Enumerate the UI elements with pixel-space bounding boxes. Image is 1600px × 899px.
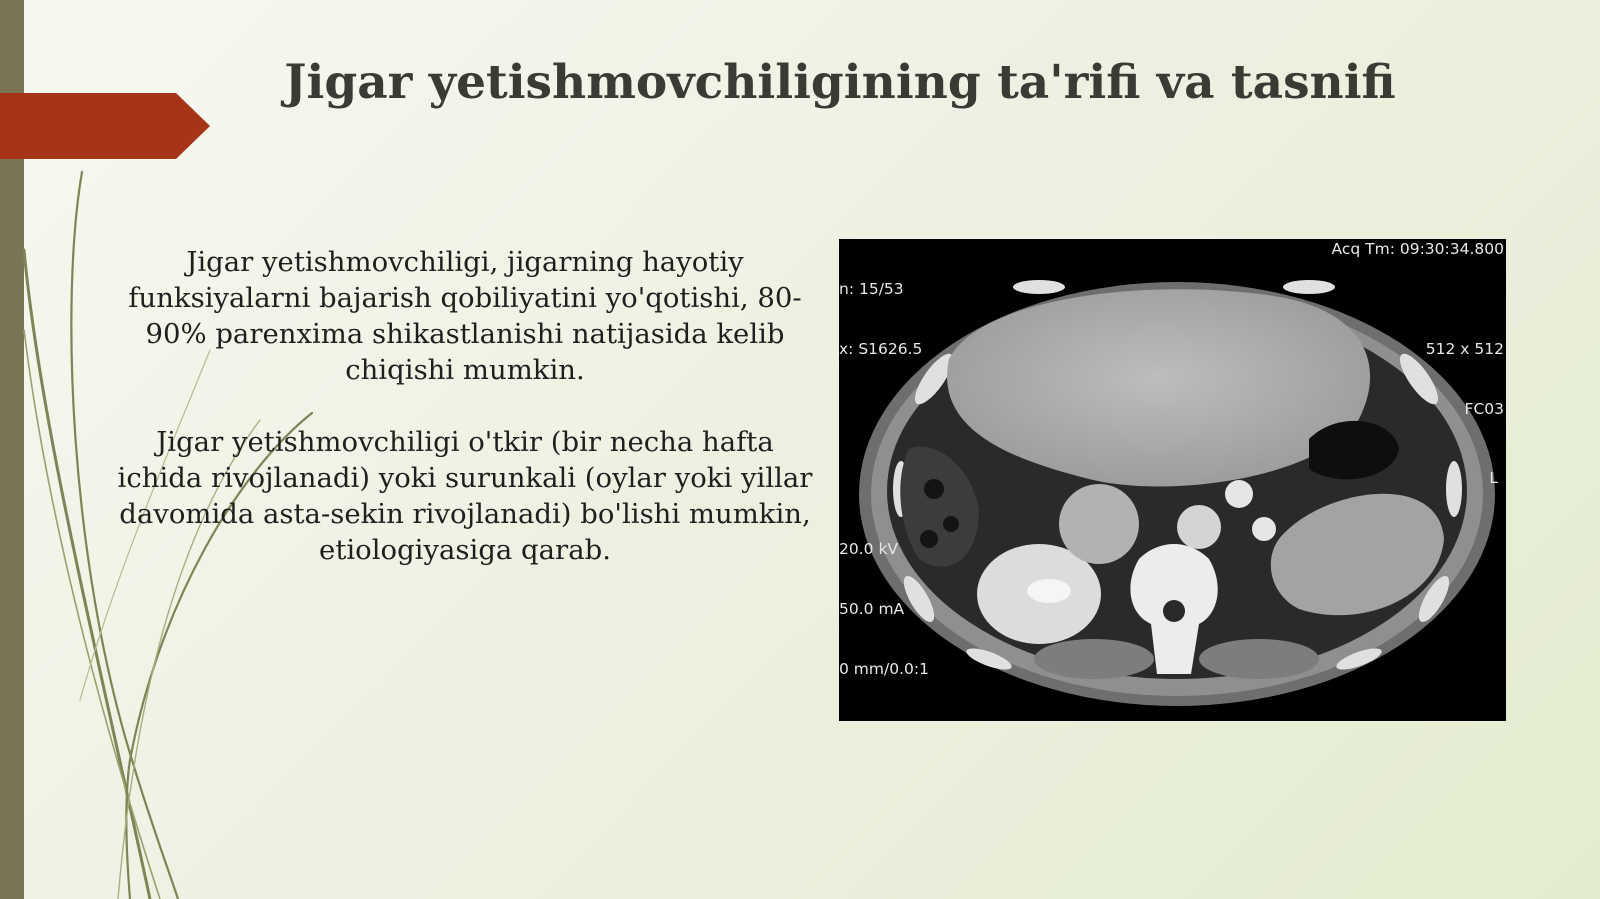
slide-title: Jigar yetishmovchiligining ta'rifi va tasnifi [284,55,1396,110]
ct-label-right [1426,299,1504,459]
ct-side-marker: L [1489,469,1498,487]
ct-position: x: S1626.5 [839,340,923,358]
classification-paragraph: Jigar yetishmovchiligi o'tkir (bir necha hafta ichida rivojlanadi) yoki surunkali (oylar yoki yillar davomida asta-sekin rivojlanadi) bo'lishi mumkin, etiologiyasiga qarab. [117,426,813,566]
body-text [110,244,820,568]
ct-kernel: FC03 [1464,400,1504,418]
ct-scan-image [839,239,1506,721]
ct-acquisition-time: Acq Tm: 09:30:34.800 [1331,240,1504,258]
ct-slice-number: n: 15/53 [839,280,904,298]
definition-paragraph: Jigar yetishmovchiligi, jigarning hayotiy funksiyalarni bajarish qobiliyatini yo'qotishi, 80-90% parenxima shikastlanishi natijasida kelib chiqishi mumkin. [128,246,802,386]
ct-ma: 50.0 mA [839,600,905,618]
ct-scan-illustration [839,239,1506,721]
ct-kv: 20.0 kV [839,540,899,558]
ct-label-bottom-left [839,499,929,719]
ct-matrix-size: 512 x 512 [1425,340,1504,358]
ct-label-top-left [839,239,922,399]
title-arrow-marker [0,93,210,159]
ct-slice-thickness: 0 mm/0.0:1 [839,660,929,678]
